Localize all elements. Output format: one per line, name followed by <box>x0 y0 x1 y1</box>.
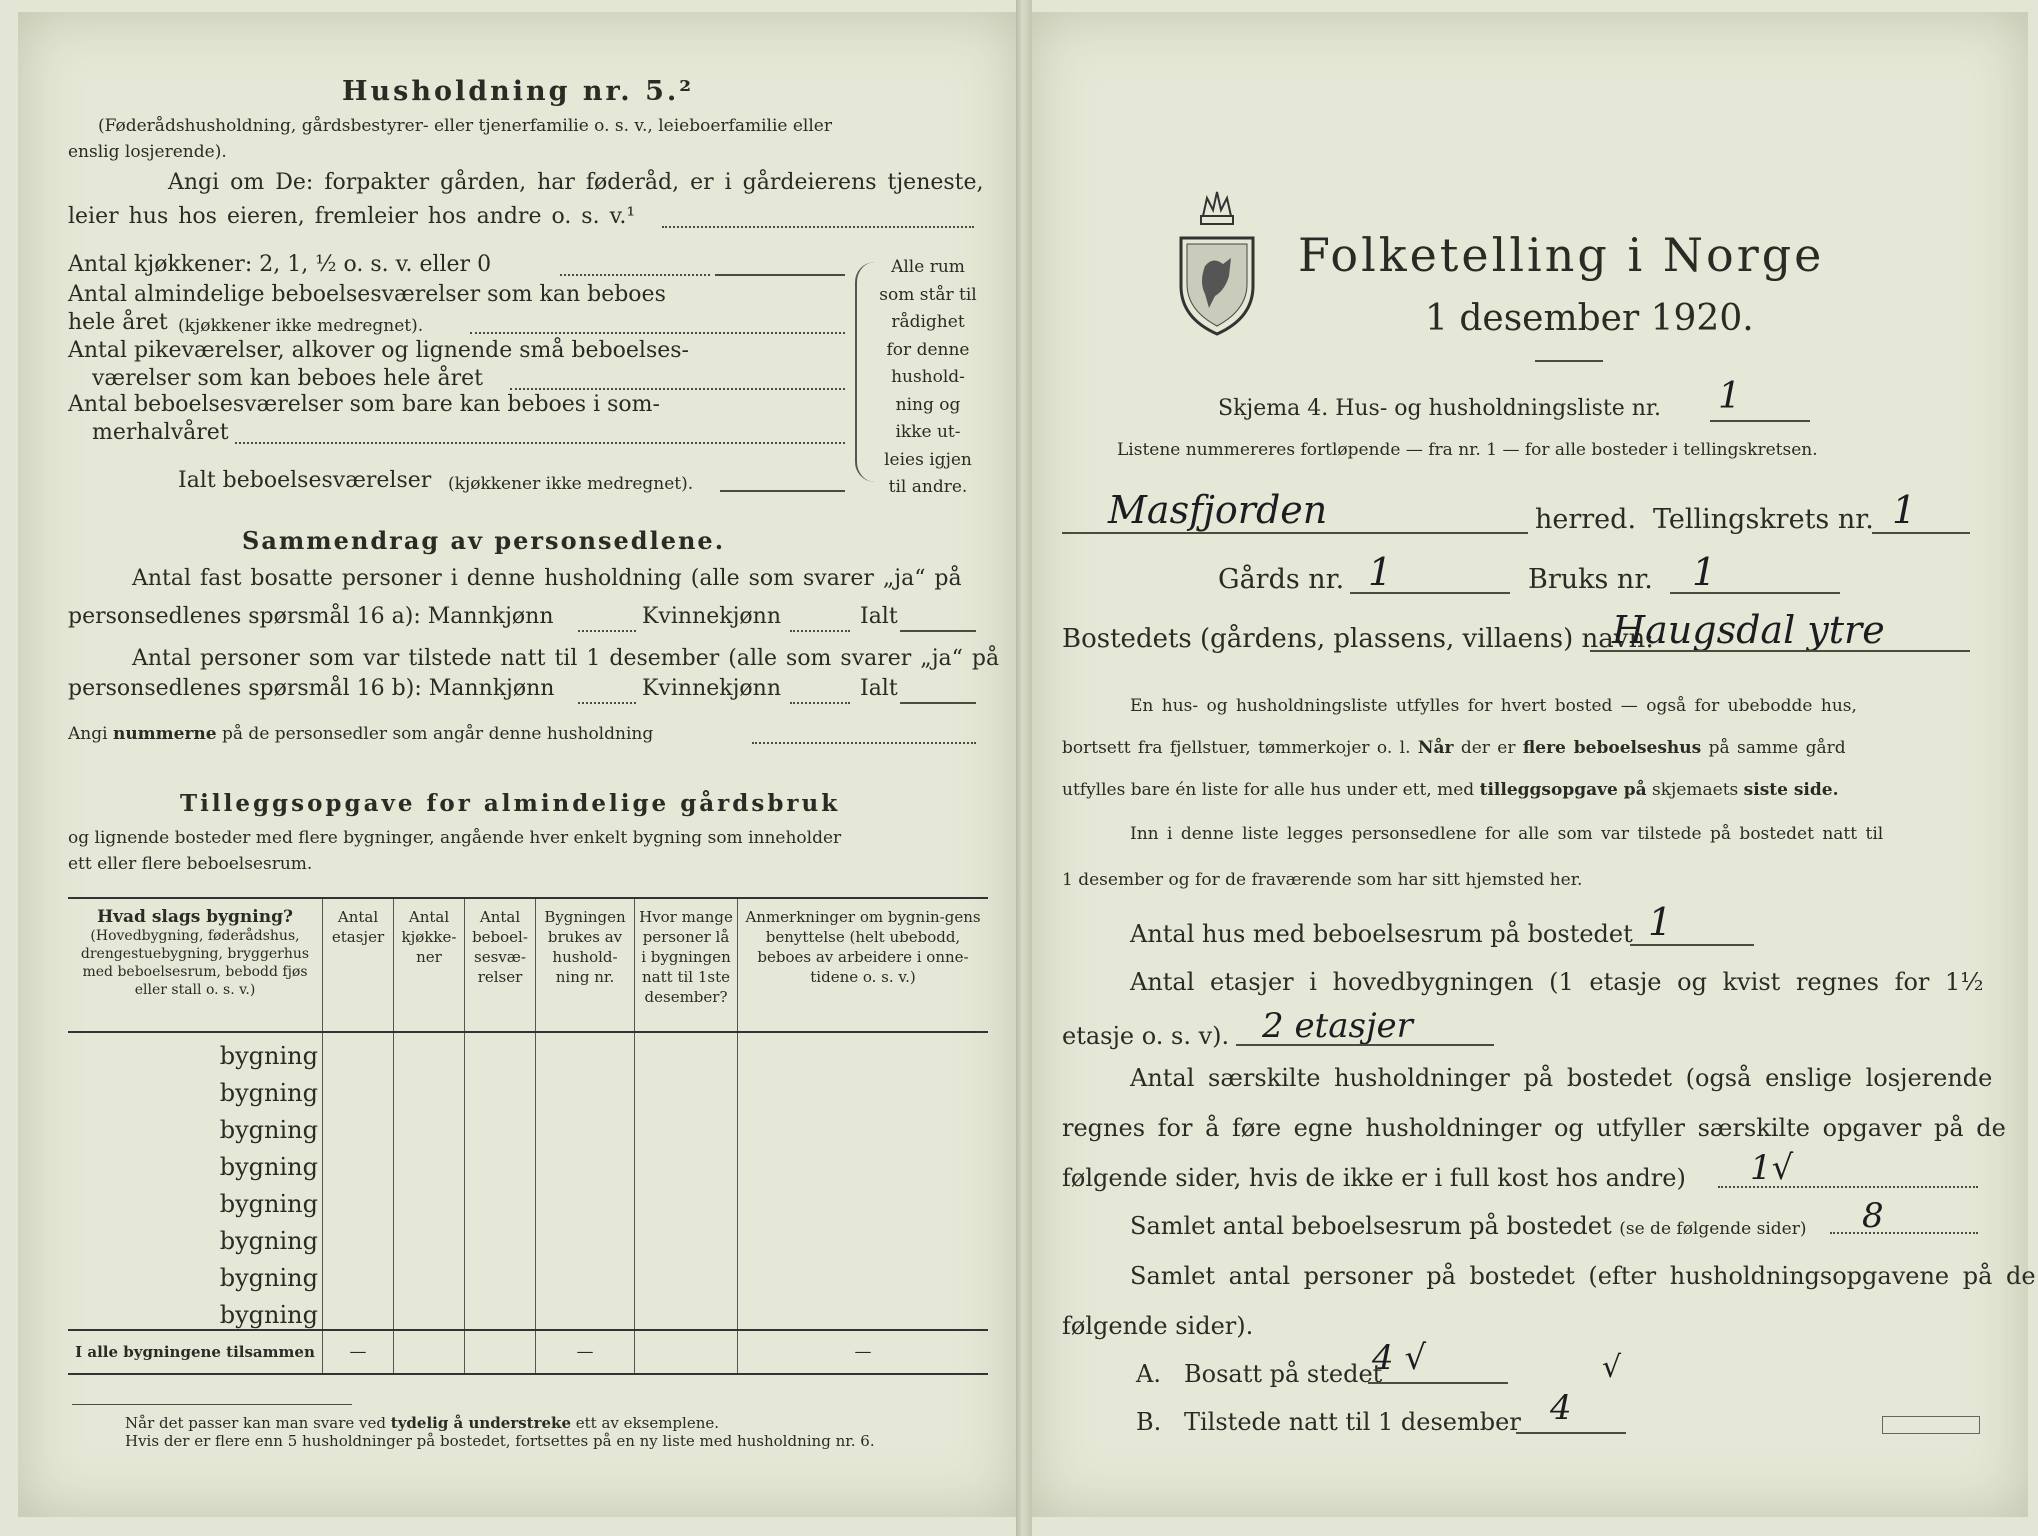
printer-stamp <box>1882 1416 1980 1434</box>
q-total-answer <box>720 490 845 492</box>
building-table <box>68 897 988 1375</box>
krets-label: Tellingskrets nr. <box>1653 504 1874 535</box>
table-row <box>68 1255 988 1292</box>
col-remarks: Anmerkninger om bygnin-gens benyttelse (helt ubebodd, beboes av arbeidere i onne-tidene o. s. v.) <box>738 898 989 1032</box>
angi-nummerne-pre: Angi <box>68 724 108 744</box>
cell <box>635 1292 738 1330</box>
household-intro-2: enslig losjerende). <box>68 142 227 162</box>
cell <box>536 1107 635 1144</box>
hus-label: Antal hus med beboelsesrum på bostedet <box>1130 920 1633 948</box>
cell <box>536 1181 635 1218</box>
total-rooms <box>465 1330 536 1374</box>
footnote-1 <box>125 1414 719 1432</box>
table-row <box>68 1032 988 1070</box>
building-cell <box>68 1070 323 1107</box>
summary-1a: Antal fast bosatte personer i denne husholdning (alle som svarer „ja“ på <box>132 566 962 591</box>
listene-note: Listene nummereres fortløpende — fra nr. 1 — for alle bosteder i tellingskretsen. <box>1117 440 1818 460</box>
etasjer-line-1: Antal etasjer i hovedbygningen (1 etasje og kvist regnes for 1½ <box>1130 968 1984 996</box>
angi-line-1: Angi om De: forpakter gården, har føderåd, er i gårdeierens tjeneste, <box>168 170 984 195</box>
krets-answer-line <box>1872 532 1970 534</box>
hus-answer-line <box>1630 944 1754 946</box>
hush-answer-line <box>1718 1186 1978 1188</box>
col-building-type-title: Hvad slags bygning? <box>97 907 293 927</box>
instruction-3-b: tilleggsopgave på <box>1479 780 1647 800</box>
summary-2-female-answer <box>790 702 850 704</box>
q-small-rooms-answer <box>510 388 845 390</box>
herred-answer-line <box>1062 532 1528 534</box>
cell <box>323 1218 394 1255</box>
bosted-value: Haugsdal ytre <box>1612 608 1885 652</box>
cell <box>738 1292 989 1330</box>
tillegg-line-2: ett eller flere beboelsesrum. <box>68 854 313 874</box>
building-cell <box>68 1181 323 1218</box>
angi-nummerne-answer <box>752 742 976 744</box>
summary-title: Sammendrag av personsedlene. <box>242 526 726 555</box>
cell <box>465 1032 536 1070</box>
cell <box>738 1255 989 1292</box>
cell <box>465 1181 536 1218</box>
rum-answer-line <box>1830 1232 1978 1234</box>
cell <box>536 1218 635 1255</box>
a-check-mark: √ <box>1602 1350 1622 1385</box>
cell <box>465 1218 536 1255</box>
etasjer-value: 2 etasjer <box>1262 1006 1413 1046</box>
q-small-rooms-b: værelser som kan beboes hele året <box>92 366 483 391</box>
q-rooms-note: (kjøkkener ikke medregnet). <box>178 316 424 336</box>
cell <box>536 1144 635 1181</box>
angi-answer-line <box>662 226 974 228</box>
cell <box>394 1107 465 1144</box>
hush-value: 1√ <box>1750 1148 1794 1188</box>
table-row <box>68 1218 988 1255</box>
total-label: I alle bygningene tilsammen <box>68 1330 323 1374</box>
rum-label-note: (se de følgende sider) <box>1619 1219 1807 1239</box>
b-answer-line <box>1516 1432 1626 1434</box>
herred-label: herred. <box>1535 504 1637 535</box>
cell <box>536 1070 635 1107</box>
gards-value: 1 <box>1368 550 1393 594</box>
col-building-type <box>68 898 323 1032</box>
gards-answer-line <box>1350 592 1510 594</box>
total-persons <box>635 1330 738 1374</box>
building-cell <box>68 1144 323 1181</box>
instruction-5: 1 desember og for de fraværende som har sitt hjemsted her. <box>1062 870 1583 890</box>
instruction-2-c: der er <box>1460 738 1516 758</box>
hush-line-2: regnes for å føre egne husholdninger og utfyller særskilte opgaver på de <box>1062 1114 2006 1142</box>
cell <box>635 1218 738 1255</box>
cell <box>323 1070 394 1107</box>
cell <box>323 1255 394 1292</box>
rooms-bracket <box>855 262 875 482</box>
instruction-2 <box>1062 738 1846 758</box>
hush-line-1: Antal særskilte husholdninger på bostedet (også enslige losjerende <box>1130 1064 1993 1092</box>
cell <box>394 1218 465 1255</box>
cell <box>465 1107 536 1144</box>
building-label: bygning <box>219 1301 318 1329</box>
pers-line-1: Samlet antal personer på bostedet (efter husholdningsopgavene på de <box>1130 1262 2036 1290</box>
skjema-answer-line <box>1710 420 1810 422</box>
side-note-line: leies igjen <box>884 449 972 470</box>
cell <box>323 1144 394 1181</box>
summary-1b: personsedlenes spørsmål 16 a): Mannkjønn <box>68 604 554 629</box>
q-total-note: (kjøkkener ikke medregnet). <box>448 474 694 494</box>
building-cell <box>68 1218 323 1255</box>
footnote-1-pre: Når det passer kan man svare ved <box>125 1414 386 1432</box>
cell <box>465 1292 536 1330</box>
tillegg-line-1: og lignende bosteder med flere bygninger, angående hver enkelt bygning som inneholder <box>68 828 842 848</box>
q-rooms-a: Antal almindelige beboelsesværelser som kan beboes <box>68 282 666 307</box>
rum-value: 8 <box>1862 1196 1884 1236</box>
total-household: — <box>536 1330 635 1374</box>
building-label: bygning <box>219 1079 318 1107</box>
building-label: bygning <box>219 1190 318 1218</box>
a-text: Bosatt på stedet <box>1184 1360 1383 1388</box>
skjema-value: 1 <box>1718 376 1741 417</box>
q-kitchens-answer <box>715 274 845 276</box>
cell <box>635 1032 738 1070</box>
bosted-label: Bostedets (gårdens, plassens, villaens) navn: <box>1062 624 1654 654</box>
page-fold <box>1016 0 1032 1536</box>
cell <box>394 1144 465 1181</box>
side-note-line: ning og <box>895 394 961 415</box>
instruction-2-d: flere beboelseshus <box>1522 738 1702 758</box>
cell <box>323 1181 394 1218</box>
col-building-type-sub: (Hovedbygning, føderådshus, drengestuebygning, bryggerhus med beboelsesrum, bebodd fjøs eller stall o. s. v.) <box>80 928 310 998</box>
q-total-rooms: Ialt beboelsesværelser <box>178 468 432 493</box>
building-cell <box>68 1255 323 1292</box>
angi-nummerne-post: på de personsedler som angår denne husholdning <box>222 724 654 744</box>
etasjer-answer-line <box>1236 1044 1494 1046</box>
gards-label: Gårds nr. <box>1218 564 1345 595</box>
table-row <box>68 1181 988 1218</box>
summary-2b: personsedlenes spørsmål 16 b): Mannkjønn <box>68 676 555 701</box>
bruks-value: 1 <box>1692 550 1717 594</box>
cell <box>536 1292 635 1330</box>
q-summer-rooms-b: merhalvåret <box>92 420 229 445</box>
pers-line-2: følgende sider). <box>1062 1312 1254 1340</box>
summary-1-male-answer <box>578 630 636 632</box>
footnote-2: Hvis der er flere enn 5 husholdninger på bostedet, fortsettes på en ny liste med husholdning nr. 6. <box>125 1432 875 1450</box>
cell <box>738 1218 989 1255</box>
side-note-line: ikke ut- <box>895 422 961 442</box>
col-kitchens: Antal kjøkke-ner <box>394 898 465 1032</box>
col-floors: Antal etasjer <box>323 898 394 1032</box>
q-kitchens: Antal kjøkkener: 2, 1, ½ o. s. v. eller 0 <box>68 252 492 277</box>
summary-2-total-label: Ialt <box>860 676 898 701</box>
cell <box>394 1070 465 1107</box>
side-note-line: for denne <box>886 339 970 360</box>
bruks-answer-line <box>1670 592 1840 594</box>
bosted-answer-line <box>1590 650 1970 652</box>
instruction-3-a: utfylles bare én liste for alle hus under ett, med <box>1062 780 1475 800</box>
angi-nummerne-bold: nummerne <box>112 724 217 744</box>
side-note-line: Alle rum <box>891 257 965 277</box>
col-household-no: Bygningen brukes av hushold-ning nr. <box>536 898 635 1032</box>
coat-of-arms-icon <box>1175 186 1259 336</box>
a-label: A. <box>1136 1360 1161 1388</box>
table-row <box>68 1070 988 1107</box>
rooms-side-note <box>878 254 978 502</box>
cell <box>738 1107 989 1144</box>
cell <box>323 1032 394 1070</box>
cell <box>465 1144 536 1181</box>
summary-2a: Antal personer som var tilstede natt til 1 desember (alle som svarer „ja“ på <box>132 646 1000 671</box>
table-row <box>68 1144 988 1181</box>
summary-1-female-answer <box>790 630 850 632</box>
side-note-line: rådighet <box>891 312 965 332</box>
instruction-2-a: bortsett fra fjellstuer, tømmerkojer o. l. <box>1062 738 1411 758</box>
a-answer-line <box>1368 1382 1508 1384</box>
cell <box>738 1070 989 1107</box>
building-cell <box>68 1107 323 1144</box>
b-value: 4 <box>1550 1388 1572 1428</box>
angi-nummerne <box>68 724 653 744</box>
q-rooms-answer <box>470 332 845 334</box>
hush-line-3: følgende sider, hvis de ikke er i full kost hos andre) <box>1062 1164 1686 1192</box>
cell <box>738 1181 989 1218</box>
census-date: 1 desember 1920. <box>1425 298 1754 339</box>
building-label: bygning <box>219 1153 318 1181</box>
summary-2-male-answer <box>578 702 636 704</box>
herred-value: Masfjorden <box>1108 488 1328 532</box>
cell <box>394 1032 465 1070</box>
cell <box>394 1255 465 1292</box>
etasjer-line-2: etasje o. s. v). <box>1062 1022 1230 1050</box>
cell <box>738 1032 989 1070</box>
cell <box>635 1255 738 1292</box>
a-value: 4 √ <box>1372 1338 1427 1378</box>
cell <box>394 1292 465 1330</box>
cell <box>323 1107 394 1144</box>
table-total-row <box>68 1330 988 1374</box>
summary-1-female-label: Kvinnekjønn <box>642 604 781 629</box>
building-table-header <box>68 898 988 1032</box>
krets-value: 1 <box>1892 488 1917 532</box>
table-row <box>68 1292 988 1330</box>
total-floors: — <box>323 1330 394 1374</box>
instruction-3 <box>1062 780 1839 800</box>
building-cell <box>68 1292 323 1330</box>
title-rule <box>1535 360 1603 362</box>
col-rooms: Antal beboel-sesvæ-relser <box>465 898 536 1032</box>
q-summer-rooms-a: Antal beboelsesværelser som bare kan beboes i som- <box>68 392 660 417</box>
cell <box>738 1144 989 1181</box>
cell <box>536 1255 635 1292</box>
footnote-1-post: ett av eksemplene. <box>575 1414 720 1432</box>
census-title: Folketelling i Norge <box>1298 228 1825 282</box>
cell <box>635 1107 738 1144</box>
cell <box>394 1181 465 1218</box>
total-kitchens <box>394 1330 465 1374</box>
b-text: Tilstede natt til 1 desember <box>1184 1408 1521 1436</box>
building-label: bygning <box>219 1264 318 1292</box>
instruction-4: Inn i denne liste legges personsedlene for alle som var tilstede på bostedet natt til <box>1130 824 1884 844</box>
household-intro-1: (Føderådshusholdning, gårdsbestyrer- eller tjenerfamilie o. s. v., leieboerfamilie eller <box>98 116 832 136</box>
table-row <box>68 1107 988 1144</box>
footnote-rule <box>72 1404 352 1405</box>
rum-label-text: Samlet antal beboelsesrum på bostedet <box>1130 1212 1612 1240</box>
col-persons: Hvor mange personer lå i bygningen natt til 1ste desember? <box>635 898 738 1032</box>
q-rooms-b: hele året <box>68 310 168 335</box>
summary-2-female-label: Kvinnekjønn <box>642 676 781 701</box>
instruction-2-e: på samme gård <box>1708 738 1846 758</box>
tillegg-title: Tilleggsopgave for almindelige gårdsbruk <box>180 790 841 817</box>
q-small-rooms-a: Antal pikeværelser, alkover og lignende små beboelses- <box>68 338 689 363</box>
footnote-1-bold: tydelig å understreke <box>390 1414 571 1432</box>
angi-line-2: leier hus hos eieren, fremleier hos andre o. s. v.¹ <box>68 204 636 229</box>
cell <box>465 1070 536 1107</box>
cell <box>635 1144 738 1181</box>
building-label: bygning <box>219 1116 318 1144</box>
total-remarks: — <box>738 1330 989 1374</box>
b-label: B. <box>1136 1408 1162 1436</box>
q-kitchens-dots <box>560 274 710 276</box>
building-label: bygning <box>219 1042 318 1070</box>
side-note-line: hushold- <box>891 367 965 387</box>
rum-label <box>1130 1212 1806 1240</box>
cell <box>635 1070 738 1107</box>
q-summer-rooms-answer <box>235 442 845 444</box>
side-note-line: til andre. <box>888 477 968 497</box>
building-label: bygning <box>219 1227 318 1255</box>
cell <box>635 1181 738 1218</box>
instruction-1: En hus- og husholdningsliste utfylles for hvert bosted — også for ubebodde hus, <box>1130 696 1857 716</box>
instruction-3-d: siste side. <box>1743 780 1839 800</box>
instruction-3-c: skjemaets <box>1652 780 1739 800</box>
cell <box>536 1032 635 1070</box>
instruction-2-b: Når <box>1417 738 1454 758</box>
bruks-label: Bruks nr. <box>1528 564 1653 595</box>
skjema-label: Skjema 4. Hus- og husholdningsliste nr. <box>1218 396 1661 421</box>
side-note-line: som står til <box>879 284 977 305</box>
household-title: Husholdning nr. 5.² <box>342 76 695 107</box>
summary-2-total-answer <box>900 702 976 704</box>
summary-1-total-answer <box>900 630 976 632</box>
hus-value: 1 <box>1648 900 1673 944</box>
cell <box>465 1255 536 1292</box>
summary-1-total-label: Ialt <box>860 604 898 629</box>
cell <box>323 1292 394 1330</box>
building-cell <box>68 1032 323 1070</box>
